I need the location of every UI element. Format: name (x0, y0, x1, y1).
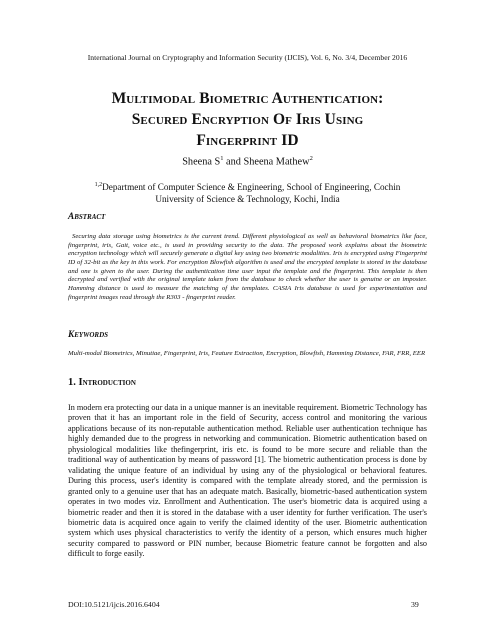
keywords-heading: Keywords (68, 330, 109, 340)
title-line-1: Multimodal Biometric Authentication: (111, 90, 384, 107)
affiliation-marks: 1,2 (94, 182, 103, 188)
author-2: and Sheena Mathew (223, 156, 310, 168)
author-1: Sheena S (182, 156, 221, 168)
author-list (0, 155, 495, 167)
introduction-text: In modern era protecting our data in a unique manner is an inevitable requirement. Biometric Technology has proven that it has an important role in the field of Security, access control and monitoring the various applications because of its non-reputable authentication method. Reliable user authentication technique has highly demanded due to the progress in networking and communication. Biometric authentication based on physiological modalities like thefingerprint, iris etc. is found to be more secure and reliable than the traditional way of authentication by means of password [1]. The biometric authentication process is done by validating the unique feature of an individual by using any of the physiological or behavioral features. During this process, user's identity is compared with the template already stored, and the permission is granted only to a genuine user that has an adequate match. Basically, biometric-based authentication system operates in two modes viz. Enrollment and Authentication. The user's biometric data is acquired using a biometric reader and then it is stored in the database with a user identity for further verification. The user's biometric data is acquired once again to verify the claimed identity of the user. Biometric authentication system which uses physical characteristics to verify the identity of a person, which ensures much higher security compared to password or PIN number, because Biometric feature cannot be forgotten and also difficult to forge easily. (68, 403, 427, 559)
doi-footer: DOI:10.5121/ijcis.2016.6404 (68, 600, 160, 609)
author-1-affil-mark: 1 (220, 155, 224, 162)
title-line-3: Fingerprint ID (196, 132, 299, 149)
title-line-2: Secured Encryption Of Iris Using (131, 111, 364, 128)
paper-title (40, 88, 455, 151)
author-2-affil-mark: 2 (309, 155, 313, 162)
abstract-heading: Abstract (68, 212, 106, 222)
keywords-text: Multi-modal Biometrics, Minutiae, Fingerprint, Iris, Feature Extraction, Encryption, Blowfish, Hamming Distance, FAR, FRR, EER (68, 350, 426, 357)
affiliation (60, 179, 435, 205)
journal-header: International Journal on Cryptography and Information Security (IJCIS), Vol. 6, No. 3/4, December 2016 (87, 53, 408, 62)
page-number: 39 (411, 600, 419, 609)
introduction-heading: 1. Introduction (68, 377, 136, 388)
affiliation-line-2: University of Science & Technology, Kochi, India (155, 194, 340, 205)
affiliation-line-1: Department of Computer Science & Engineering, School of Engineering, Cochin (102, 182, 401, 193)
abstract-text: Securing data storage using biometrics is the current trend. Different physiological as well as behavioral biometrics like face, fingerprint, iris, Gait, voice etc., is used in providing security to the data. The proposed work explains about the biometric encryption technology which will securely generate a digital key using two biometric modalities. Iris is encrypted using Fingerprint ID of 32-bit as the key in this work. For encryption Blowfish algorithm is used and the encrypted template is stored in the database and one is given to the user. During the authentication time user input the template and the fingerprint. This template is then decrypted and verified with the original template taken from the database to check whether the user is genuine or an imposter. Hamming distance is used to measure the matching of the templates. CASIA Iris database is used for experimentation and fingerprint images read through the R303 - fingerprint reader. (68, 233, 427, 301)
